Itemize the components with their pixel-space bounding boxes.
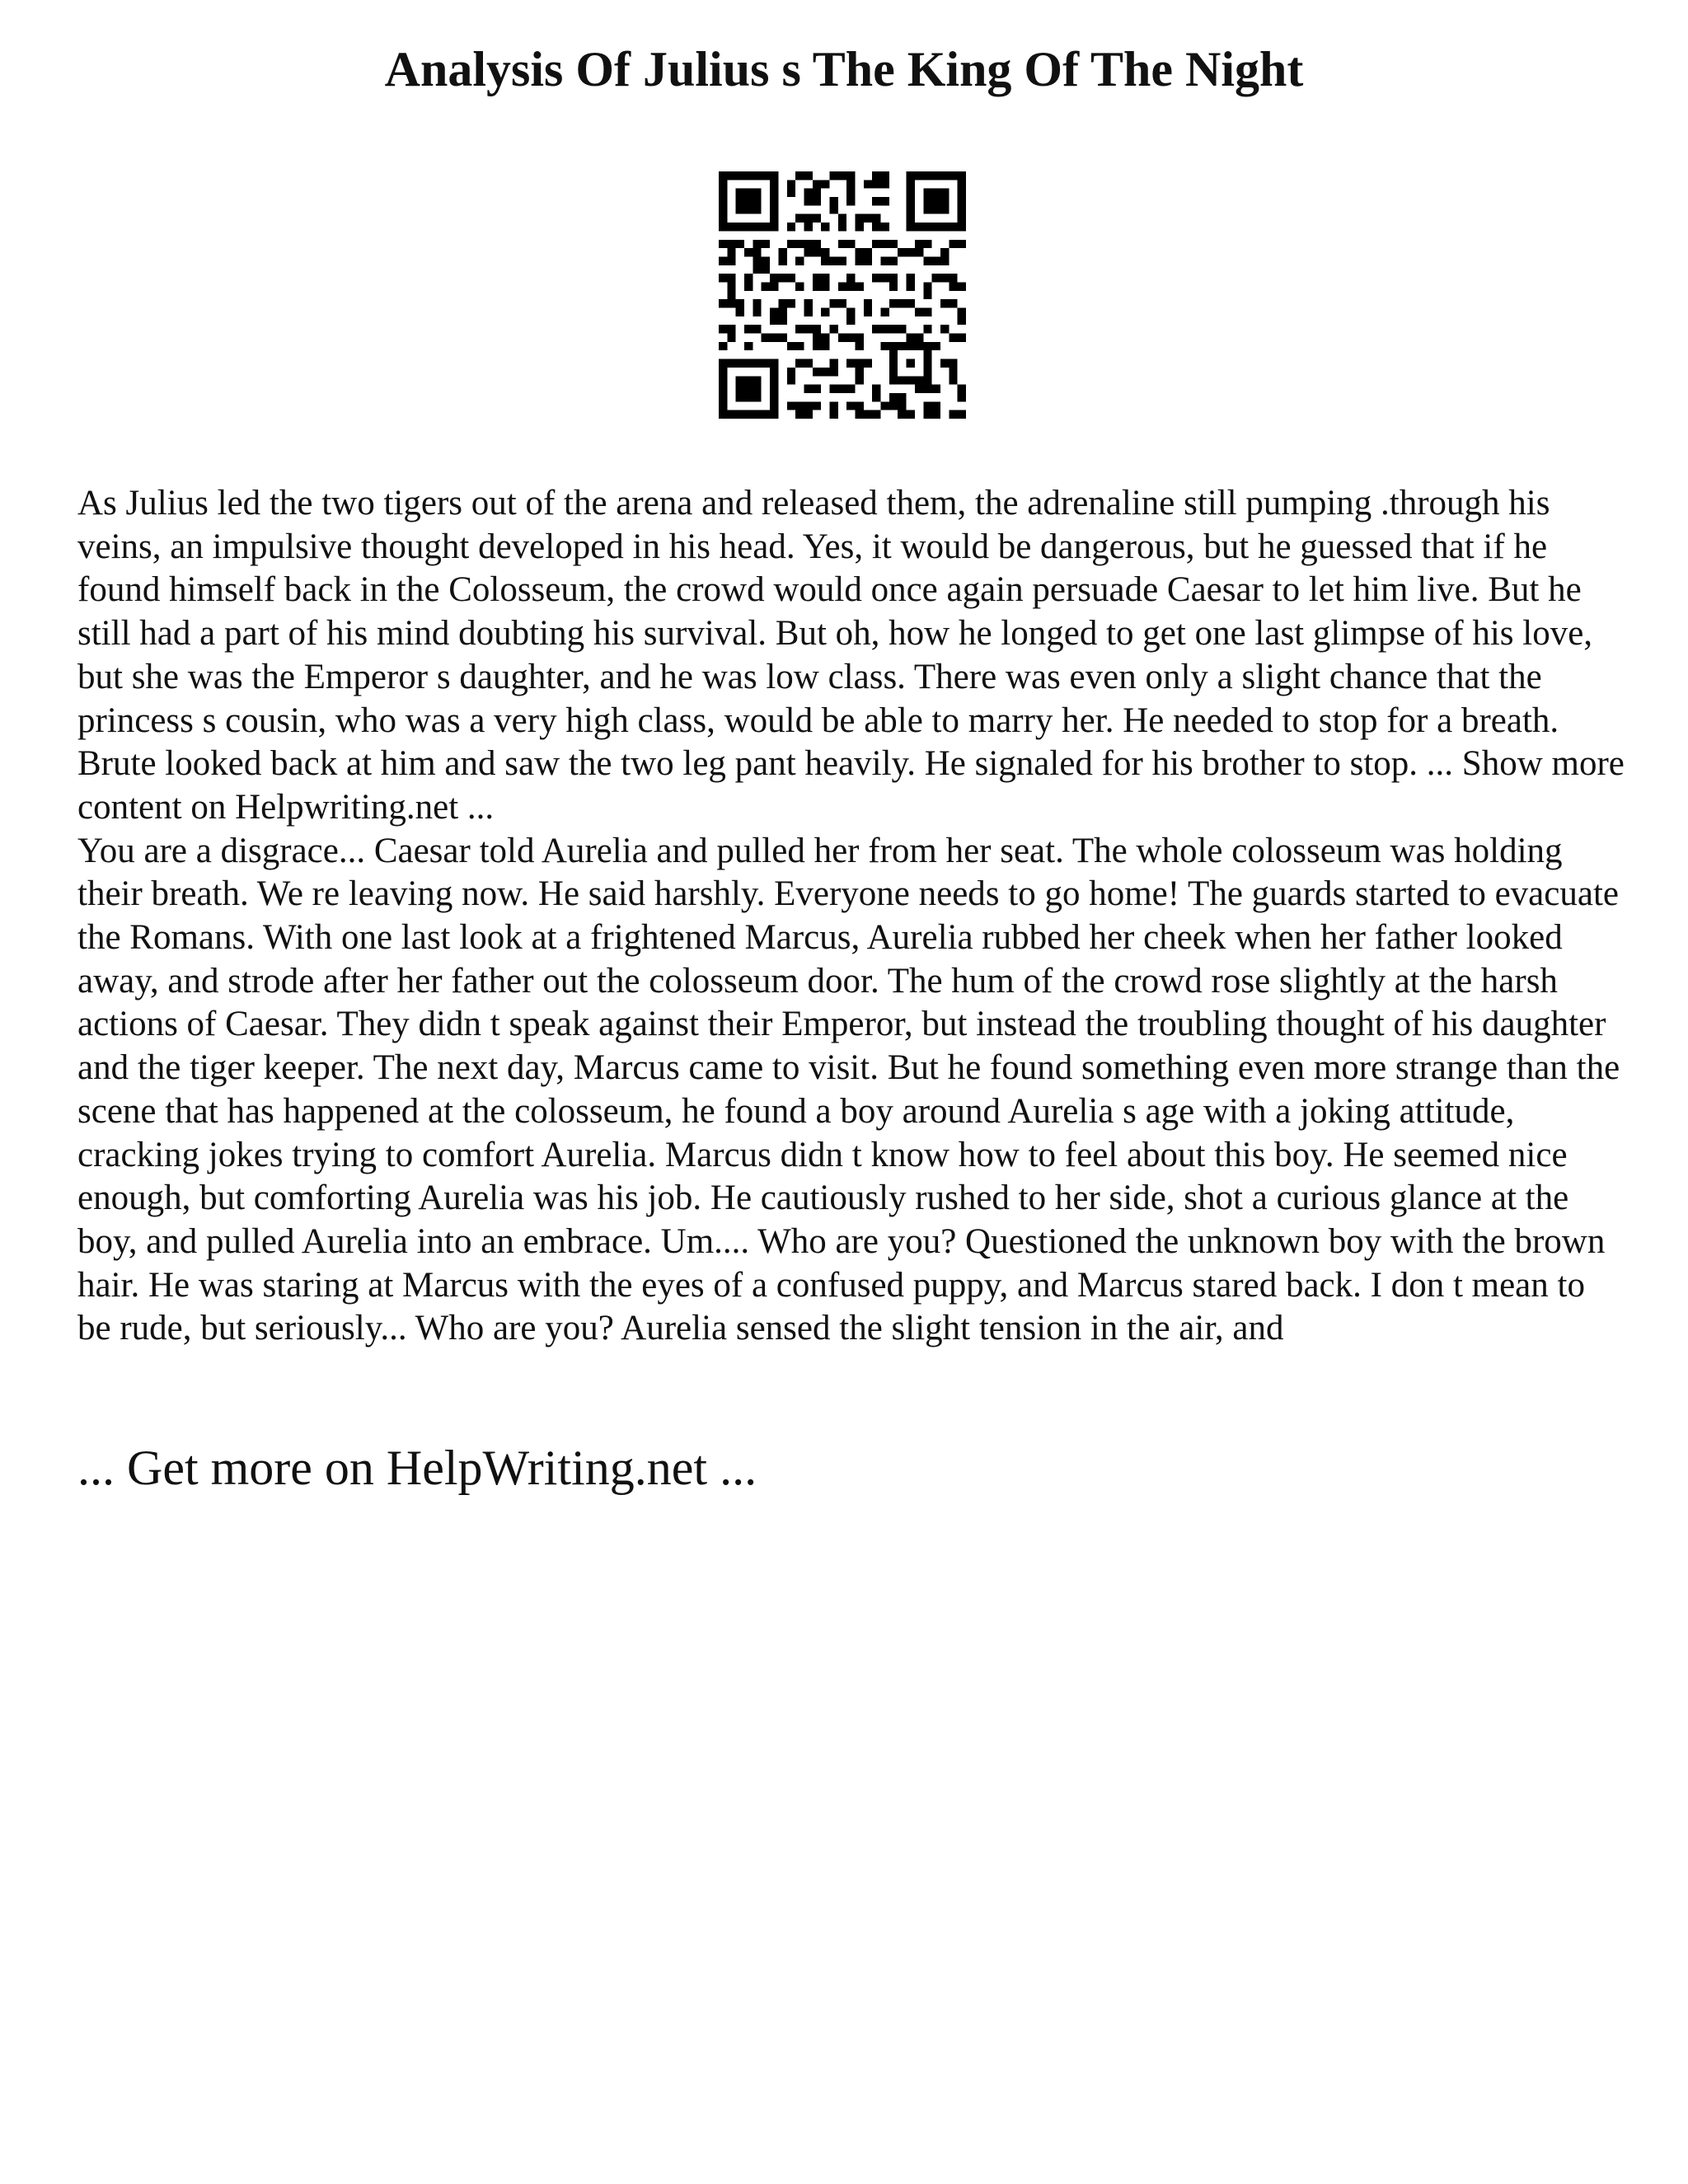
get-more-link[interactable]: ... Get more on HelpWriting.net ...: [77, 1441, 757, 1495]
body-paragraph: You are a disgrace... Caesar told Aurelia and pulled her from her seat. The whole colosseum was holding their breath. We re leaving now. He said harshly. Everyone needs to go home! The guards started to evacuate the Romans. With one last look at a frightened Marcus, Aurelia rubbed her cheek when her father looked away, and strode after her father out the colosseum door. The hum of the crowd rose slightly at the harsh actions of Caesar. They didn t speak against their Emperor, but instead the troubling thought of his daughter and the tiger keeper. The next day, Marcus came to visit. But he found something even more strange than the scene that has happened at the colosseum, he found a boy around Aurelia s age with a joking attitude, cracking jokes trying to comfort Aurelia. Marcus didn t know how to feel about this boy. He seemed nice enough, but comforting Aurelia was his job. He cautiously rushed to her side, shot a curious glance at the boy, and pulled Aurelia into an embrace. Um.... Who are you? Questioned the unknown boy with the brown hair. He was staring at Marcus with the eyes of a confused puppy, and Marcus stared back. I don t mean to be rude, but seriously... Who are you? Aurelia sensed the slight tension in the air, and: [77, 831, 1620, 1348]
document-title: Analysis Of Julius s The King Of The Night: [384, 42, 1304, 96]
article-body: [77, 482, 1627, 1351]
body-paragraph: As Julius led the two tigers out of the arena and released them, the adrenaline still pumping .through his veins, an impulsive thought developed in his head. Yes, it would be dangerous, but he guessed that if he found himself back in the Colosseum, the crowd would once again persuade Caesar to let him live. But he still had a part of his mind doubting his survival. But oh, how he longed to get one last glimpse of his love, but she was the Emperor s daughter, and he was low class. There was even only a slight chance that the princess s cousin, who was a very high class, would be able to marry her. He needed to stop for a breath. Brute looked back at him and saw the two leg pant heavily. He signaled for his brother to stop. ... Show more content on Helpwriting.net ...: [77, 484, 1625, 827]
qr-code-icon: [719, 171, 966, 419]
